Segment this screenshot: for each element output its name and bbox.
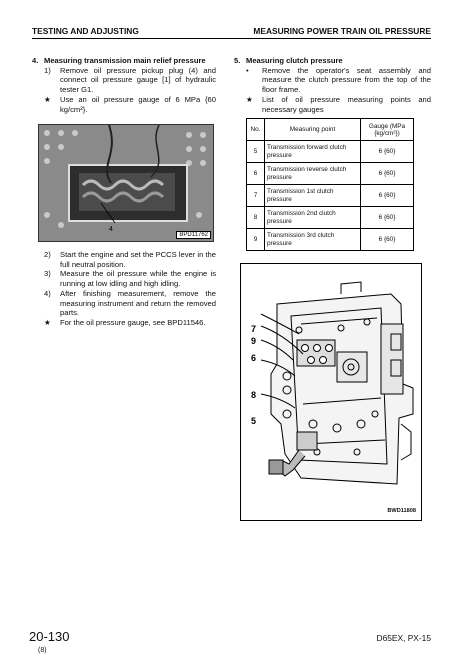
callout-9: 9	[251, 336, 257, 346]
note-list: ★ List of oil pressure measuring points and necessary gauges	[246, 94, 431, 114]
page-sub: (8)	[38, 647, 47, 654]
relief-pressure-photo	[38, 124, 214, 242]
section-4-heading: 4. Measuring transmission main relief pressure	[32, 56, 206, 65]
step-remove-seat: • Remove the operator's seat assembly and measure the clutch pressure from the top of the floor frame.	[246, 65, 431, 95]
note-reference: ★ For the oil pressure gauge, see BPD11546.	[44, 317, 206, 327]
callout-8: 8	[251, 390, 257, 400]
model-name: D65EX, PX-15	[376, 633, 431, 643]
table-header-row	[247, 119, 414, 141]
note-gauge: ★ Use an oil pressure gauge of 6 MPa {60 kg/cm²}.	[44, 94, 216, 114]
callout-5: 5	[251, 416, 257, 426]
right-column	[234, 56, 431, 114]
col-gauge: Gauge (MPa {kg/cm²})	[361, 119, 414, 141]
table-row: 9 Transmission 3rd clutch pressure 6 {60}	[247, 229, 414, 251]
callout-6: 6	[251, 353, 257, 363]
step-1: 1) Remove oil pressure pickup plug (4) and connect oil pressure gauge [1] of hydraulic tester G1.	[44, 65, 216, 95]
page-header	[32, 25, 431, 39]
page-number: 20-130	[29, 629, 70, 644]
header-section: TESTING AND ADJUSTING	[32, 26, 139, 36]
step-4: 4) After finishing measurement, remove the measuring instrument and return the removed parts.	[44, 288, 216, 318]
table-row: 8 Transmission 2nd clutch pressure 6 {60}	[247, 207, 414, 229]
measuring-points-table	[246, 118, 414, 251]
table-row: 6 Transmission reverse clutch pressure 6 {60}	[247, 163, 414, 185]
table-row: 5 Transmission forward clutch pressure 6 {60}	[247, 141, 414, 163]
header-title: MEASURING POWER TRAIN OIL PRESSURE	[253, 26, 431, 36]
clutch-pressure-diagram	[240, 263, 422, 521]
step-2: 2) Start the engine and set the PCCS lever in the full neutral position.	[44, 250, 216, 269]
col-no: No.	[247, 119, 265, 141]
step-3: 3) Measure the oil pressure while the engine is running at low idling and high idling.	[44, 269, 216, 289]
figure-code: BWD11808	[387, 508, 416, 514]
left-steps-continued	[32, 250, 216, 328]
photo-callout-4: 4	[109, 226, 113, 233]
photo-label: BPD11762	[176, 231, 211, 239]
section-5-heading: 5. Measuring clutch pressure	[234, 56, 343, 65]
col-point: Measuring point	[265, 119, 361, 141]
callout-7: 7	[251, 324, 257, 334]
left-column	[32, 56, 216, 114]
table-row: 7 Transmission 1st clutch pressure 6 {60}	[247, 185, 414, 207]
